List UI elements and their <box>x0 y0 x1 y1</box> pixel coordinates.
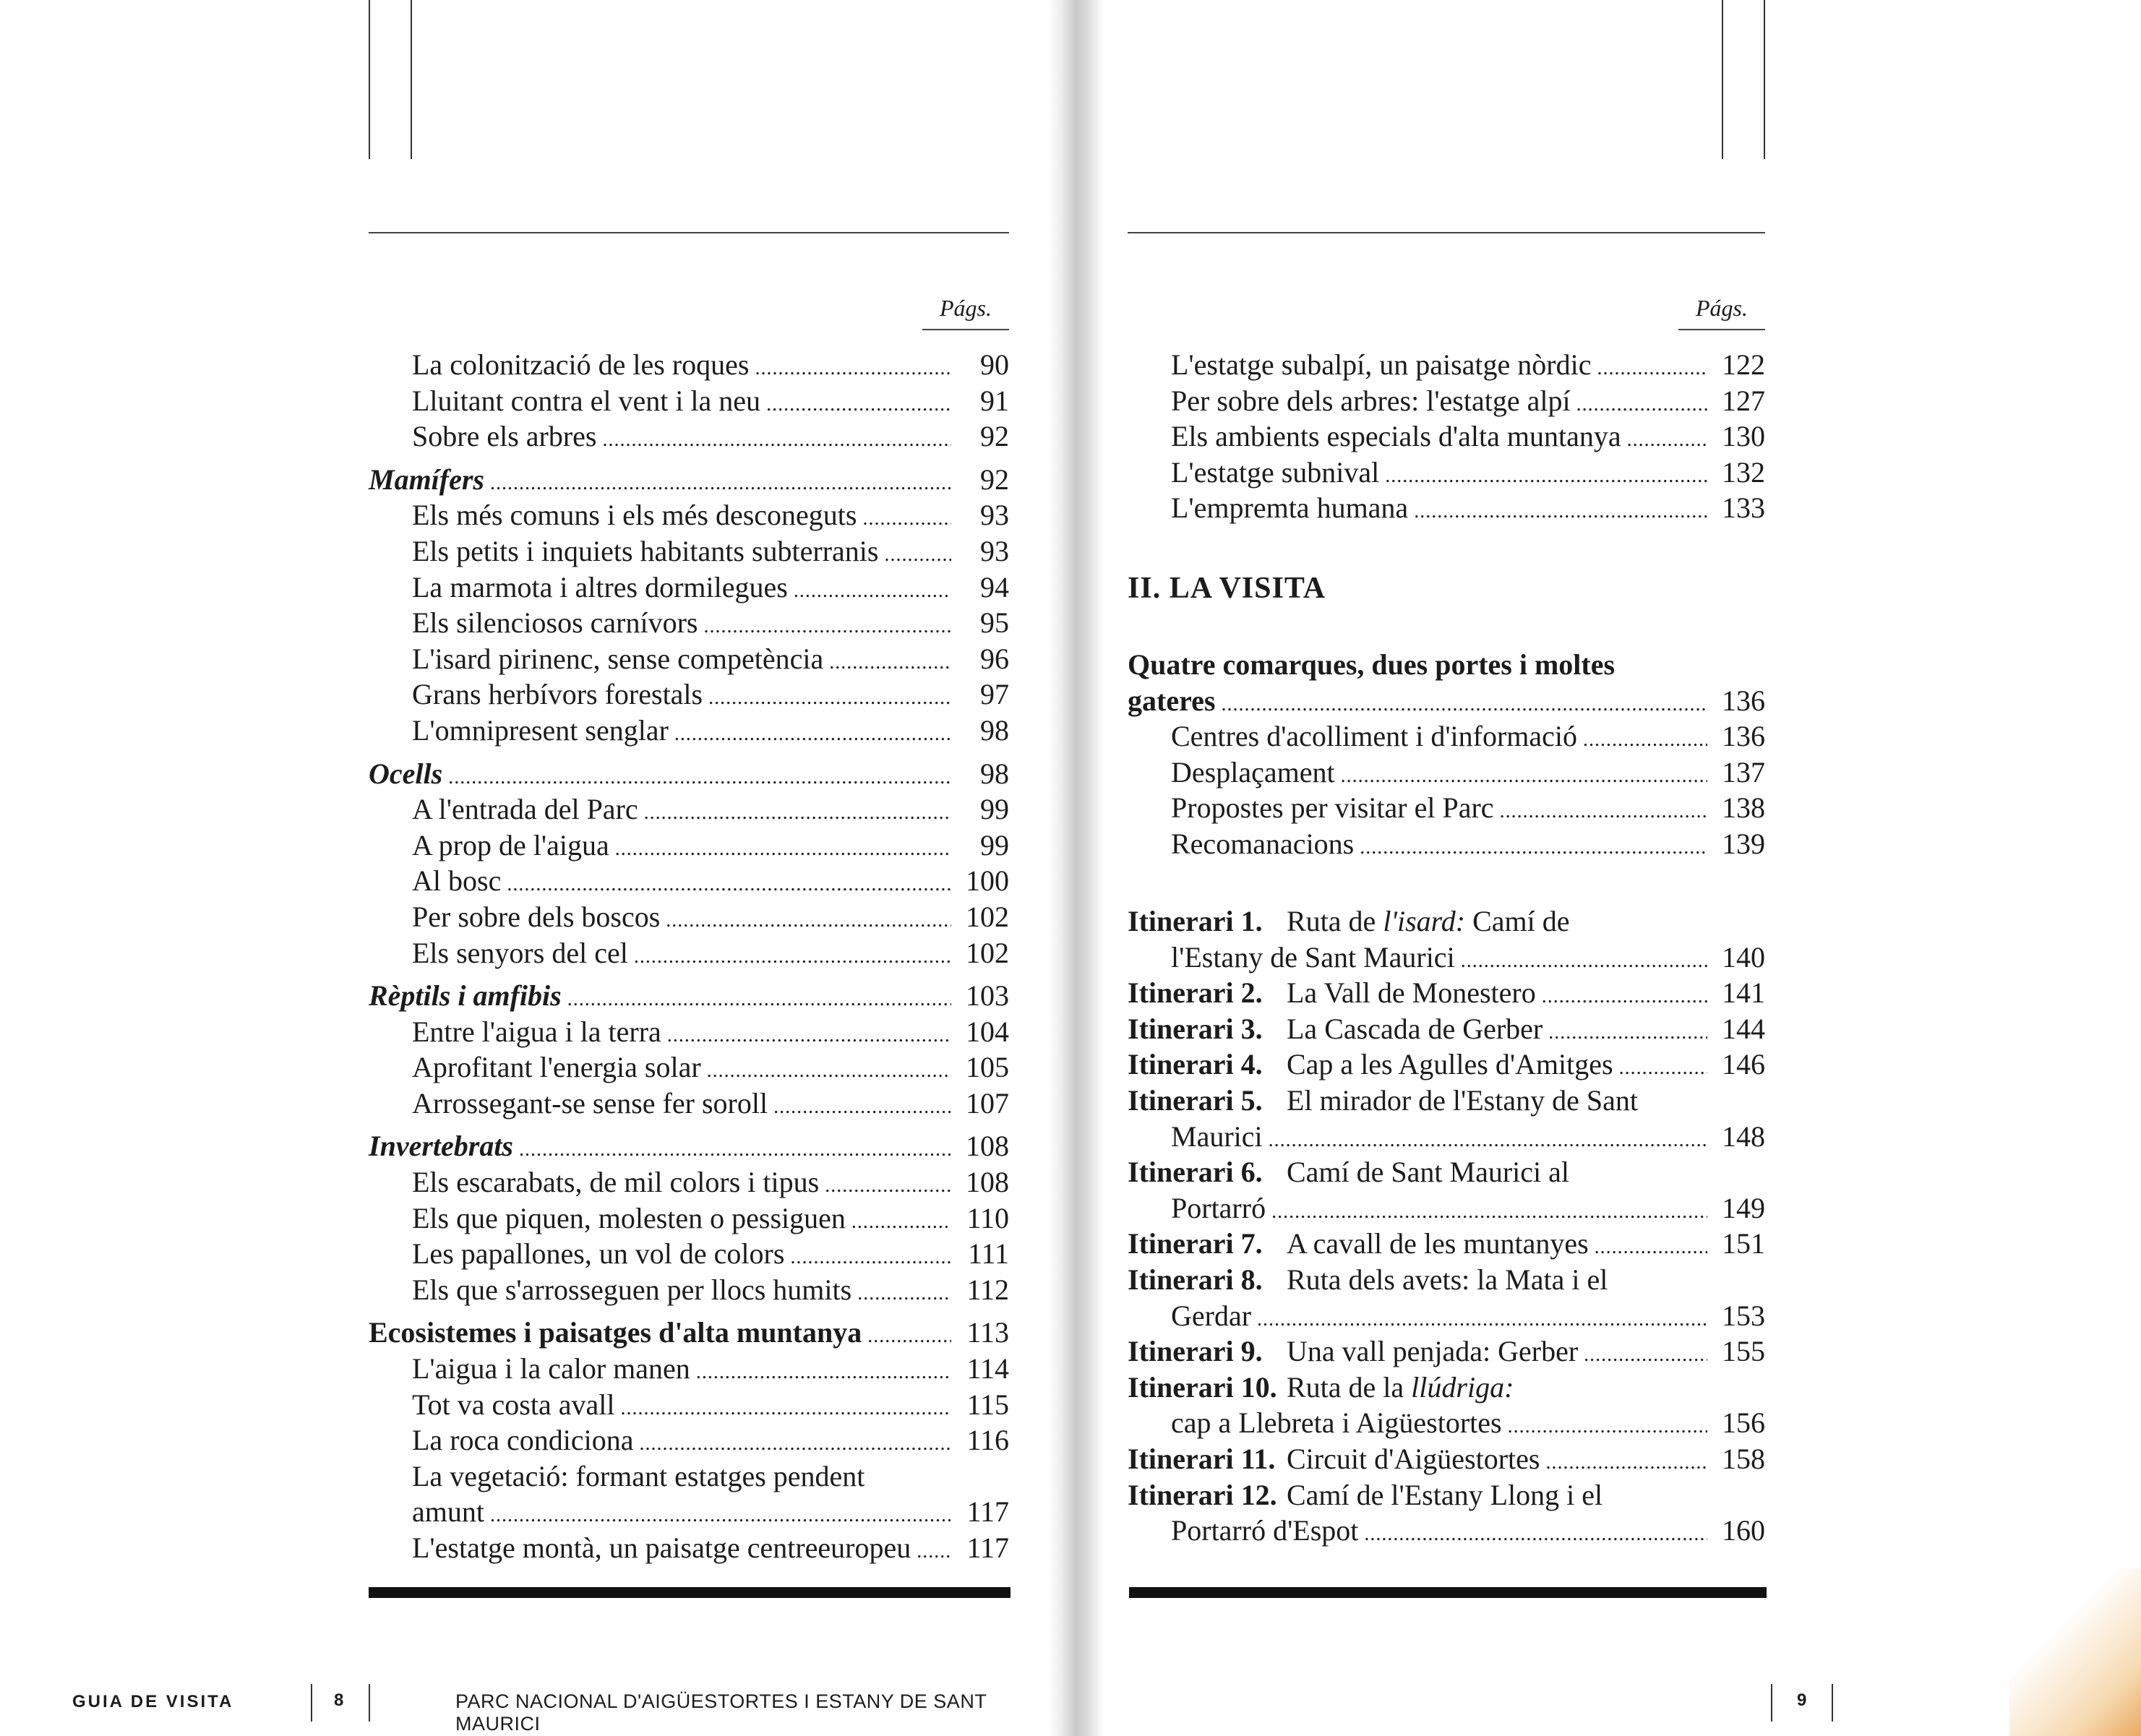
entry-page-number: 99 <box>980 793 1009 826</box>
pags-label: Págs. <box>1696 295 1748 321</box>
entry-title: Els petits i inquiets habitants subterranis <box>412 534 879 567</box>
entry-page-number: 133 <box>1722 491 1765 525</box>
title-italic: llúdriga: <box>1411 1370 1514 1404</box>
entry-title: Grans herbívors forestals <box>412 678 703 711</box>
entry-title: Els ambients especials d'alta muntanya <box>1171 420 1621 453</box>
entry-page-number: 95 <box>980 606 1009 640</box>
entry-title: Desplaçament <box>1171 755 1335 788</box>
entry-page-number: 98 <box>980 713 1009 747</box>
right-toc-list-mid <box>1128 647 1765 862</box>
entry-page-number: 92 <box>980 463 1009 496</box>
itinerary-number: Itinerari 7. <box>1128 1227 1263 1260</box>
toc-entry <box>369 1049 1009 1086</box>
footer-guide-label: GUIA DE VISITA <box>72 1692 234 1711</box>
itinerary-title <box>1287 1083 1638 1119</box>
itinerary-number: Itinerari 2. <box>1128 976 1263 1010</box>
entry-page-number: 102 <box>966 900 1009 933</box>
entry-page-number: 136 <box>1722 720 1765 753</box>
dot-leader <box>867 1315 951 1354</box>
dot-leader <box>708 676 951 716</box>
entry-page-number: 97 <box>980 678 1009 711</box>
toc-entry <box>369 863 1009 899</box>
entry-title: amunt <box>412 1495 484 1529</box>
itinerary-continuation <box>1128 940 1765 976</box>
itinerary-title <box>1287 1011 1543 1047</box>
dot-leader <box>1257 1298 1707 1338</box>
itinerary-title <box>1287 1262 1608 1298</box>
toc-entry <box>369 1086 1009 1122</box>
entry-title: La roca condiciona <box>412 1424 634 1457</box>
itinerary-continuation <box>1128 1119 1765 1155</box>
title-text: La Cascada de Gerber <box>1287 1012 1543 1045</box>
entry-page-number: 117 <box>966 1531 1009 1564</box>
entry-title: Al bosc <box>412 864 502 898</box>
entry-page-number: 158 <box>1722 1442 1765 1475</box>
toc-entry <box>369 1200 1009 1237</box>
entry-page-number: 112 <box>966 1273 1009 1306</box>
entry-page-number: 114 <box>966 1352 1009 1385</box>
toc-entry <box>369 1387 1009 1423</box>
entry-title: Arrossegant-se sense fer soroll <box>412 1086 768 1120</box>
itinerary-title <box>1287 1226 1589 1262</box>
entry-page-number: 100 <box>966 864 1009 898</box>
dot-leader <box>507 863 951 903</box>
entry-page-number: 136 <box>1722 684 1765 717</box>
entry-page-number: 115 <box>966 1388 1009 1421</box>
toc-entry <box>369 383 1009 419</box>
entry-title: Les papallones, un vol de colors <box>412 1237 785 1271</box>
dot-leader <box>490 1494 951 1534</box>
footer-divider <box>1771 1684 1772 1722</box>
itinerary-title <box>1287 1370 1514 1406</box>
dot-leader <box>857 1272 951 1312</box>
top-margin-rule <box>369 0 370 159</box>
entry-title: Entre l'aigua i la terra <box>412 1015 661 1048</box>
toc-entry <box>369 1272 1009 1308</box>
dot-leader <box>490 462 951 502</box>
itinerary-entry <box>1128 1011 1765 1047</box>
title-text: A cavall de les muntanyes <box>1287 1227 1589 1260</box>
entry-page-number: 92 <box>980 420 1009 453</box>
dot-leader <box>1619 1047 1707 1086</box>
dot-leader <box>917 1530 951 1570</box>
entry-page-number: 110 <box>966 1201 1009 1234</box>
entry-title: L'empremta humana <box>1171 491 1409 525</box>
toc-entry <box>1128 826 1765 862</box>
toc-entry <box>369 978 1009 1014</box>
itinerary-title <box>1287 1047 1613 1083</box>
entry-title: L'estatge subalpí, un paisatge nòrdic <box>1171 348 1592 381</box>
entry-title: gateres <box>1128 684 1216 717</box>
toc-entry <box>369 347 1009 383</box>
dot-leader <box>666 899 951 939</box>
itinerary-entry <box>1128 1333 1765 1370</box>
entry-title: Per sobre dels arbres: l'estatge alpí <box>1171 384 1571 417</box>
itinerary-number: Itinerari 3. <box>1128 1012 1263 1045</box>
entry-page-number: 130 <box>1722 420 1765 453</box>
title-text: Ruta de <box>1287 905 1383 937</box>
right-page <box>1063 0 2141 1736</box>
dot-leader <box>1414 490 1707 530</box>
itinerary-entry <box>1128 903 1765 940</box>
toc-entry <box>1128 718 1765 755</box>
toc-entry <box>369 756 1009 792</box>
toc-entry <box>369 570 1009 606</box>
toc-entry <box>1128 383 1765 419</box>
itinerary-number: Itinerari 6. <box>1128 1156 1263 1189</box>
title-text: Camí de l'Estany Llong i el <box>1287 1478 1603 1511</box>
entry-title: A prop de l'aigua <box>412 828 609 861</box>
entry-title: A l'entrada del Parc <box>412 793 638 826</box>
toc-entry <box>1128 683 1765 719</box>
toc-entry <box>369 641 1009 677</box>
entry-title: Ocells <box>369 757 443 790</box>
entry-page-number: 156 <box>1722 1406 1765 1440</box>
dot-leader <box>448 756 951 796</box>
title-text: Cap a les Agulles d'Amitges <box>1287 1048 1613 1081</box>
dot-leader <box>1548 1011 1707 1051</box>
dot-leader <box>790 1236 951 1276</box>
dot-leader <box>567 978 951 1018</box>
dot-leader <box>1597 347 1707 387</box>
entry-title: L'aigua i la calor manen <box>412 1352 690 1385</box>
entry-title: L'estatge subnival <box>1171 455 1380 489</box>
entry-page-number: 146 <box>1722 1048 1765 1081</box>
entry-page-number: 113 <box>966 1316 1009 1349</box>
toc-entry <box>369 1315 1009 1351</box>
toc-entry <box>369 418 1009 455</box>
footer-divider <box>1832 1684 1833 1722</box>
dot-leader <box>674 713 951 752</box>
entry-title: Quatre comarques, dues portes i moltes <box>1128 648 1616 681</box>
itinerary-continuation <box>1128 1513 1765 1549</box>
continuation-text: Portarró <box>1171 1191 1266 1224</box>
continuation-text: Maurici <box>1171 1120 1263 1153</box>
entry-page-number: 140 <box>1722 940 1765 974</box>
pags-label: Págs. <box>940 295 992 321</box>
toc-entry <box>1128 347 1765 383</box>
right-itinerary-list <box>1128 903 1765 1549</box>
entry-title: La colonització de les roques <box>412 348 750 381</box>
toc-entry <box>369 1494 1009 1530</box>
entry-page-number: 117 <box>966 1495 1009 1529</box>
toc-entry <box>369 713 1009 749</box>
entry-page-number: 149 <box>1722 1191 1765 1224</box>
entry-title: Propostes per visitar el Parc <box>1171 791 1494 825</box>
footer-book-title: PARC NACIONAL D'AIGÜESTORTES I ESTANY DE SANT MAURICI <box>455 1690 987 1735</box>
toc-entry <box>369 605 1009 641</box>
header-rule <box>369 232 1009 233</box>
entry-page-number: 91 <box>980 384 1009 417</box>
entry-page-number: 160 <box>1722 1514 1765 1547</box>
entry-title: Els que piquen, molesten o pessiguen <box>412 1201 846 1234</box>
entry-page-number: 104 <box>966 1015 1009 1048</box>
entry-page-number: 141 <box>1722 976 1765 1010</box>
entry-page-number: 103 <box>966 979 1009 1013</box>
toc-entry <box>369 1236 1009 1272</box>
entry-page-number: 138 <box>1722 791 1765 825</box>
entry-title: Per sobre dels boscos <box>412 900 661 933</box>
entry-title: L'isard pirinenc, sense competència <box>412 642 824 675</box>
title-text: Ruta dels avets: la Mata i el <box>1287 1263 1608 1296</box>
dot-leader <box>1500 790 1707 830</box>
dot-leader <box>1584 1333 1707 1373</box>
entry-page-number: 111 <box>967 1237 1009 1271</box>
entry-page-number: 151 <box>1722 1227 1765 1260</box>
dot-leader <box>755 347 951 387</box>
entry-title: Els silenciosos carnívors <box>412 606 698 640</box>
entry-page-number: 105 <box>966 1051 1009 1084</box>
entry-page-number: 148 <box>1722 1120 1765 1153</box>
footer-divider <box>311 1684 312 1722</box>
dot-leader <box>884 533 951 573</box>
itinerary-number: Itinerari 8. <box>1128 1263 1263 1296</box>
pags-underline <box>1678 329 1765 330</box>
dot-leader <box>644 791 951 831</box>
entry-title: Tot va costa avall <box>412 1388 615 1421</box>
continuation-text: Portarró d'Espot <box>1171 1514 1359 1547</box>
toc-entry <box>369 533 1009 570</box>
title-text: La Vall de Monestero <box>1287 976 1536 1010</box>
toc-entry <box>369 462 1009 498</box>
entry-page-number: 108 <box>966 1130 1009 1163</box>
title-italic: l'isard: <box>1383 905 1466 937</box>
toc-entry <box>1128 490 1765 526</box>
itinerary-title <box>1287 903 1569 940</box>
toc-entry <box>369 1422 1009 1458</box>
dot-leader <box>1385 455 1707 494</box>
itinerary-entry <box>1128 1226 1765 1262</box>
dot-leader <box>1627 418 1707 458</box>
entry-page-number: 127 <box>1722 384 1765 417</box>
itinerary-entry <box>1128 1154 1765 1190</box>
toc-entry <box>369 1530 1009 1566</box>
dot-leader <box>640 1422 951 1462</box>
itinerary-entry <box>1128 1047 1765 1083</box>
entry-page-number: 144 <box>1722 1012 1765 1045</box>
itinerary-number: Itinerari 4. <box>1128 1048 1263 1081</box>
itinerary-title <box>1287 1333 1578 1370</box>
dot-leader <box>696 1351 951 1391</box>
top-margin-rule <box>411 0 412 159</box>
toc-entry <box>1128 755 1765 791</box>
dot-leader <box>1221 683 1707 723</box>
title-text: Circuit d'Aigüestortes <box>1287 1442 1540 1475</box>
entry-title: Mamífers <box>369 463 484 496</box>
entry-page-number: 153 <box>1722 1299 1765 1332</box>
toc-entry <box>369 828 1009 864</box>
dot-leader <box>704 605 952 645</box>
itinerary-title <box>1287 1154 1569 1190</box>
entry-page-number: 90 <box>980 348 1009 381</box>
title-text: Ruta de la <box>1287 1370 1412 1404</box>
entry-title: Els més comuns i els més desconeguts <box>412 499 857 532</box>
toc-entry <box>369 935 1009 971</box>
entry-page-number: 99 <box>980 828 1009 861</box>
dot-leader <box>1508 1405 1707 1445</box>
toc-entry <box>369 497 1009 533</box>
continuation-text: cap a Llebreta i Aigüestortes <box>1171 1406 1502 1440</box>
entry-page-number: 98 <box>980 757 1009 790</box>
toc-entry <box>369 1164 1009 1200</box>
dot-leader <box>829 641 951 681</box>
entry-title: Sobre els arbres <box>412 420 597 453</box>
entry-page-number: 102 <box>966 936 1009 969</box>
entry-page-number: 93 <box>980 499 1009 532</box>
dot-leader <box>1341 755 1707 794</box>
dot-leader <box>1576 383 1707 423</box>
itinerary-number: Itinerari 1. <box>1128 905 1263 937</box>
toc-entry <box>369 899 1009 935</box>
dot-leader <box>602 418 951 458</box>
itinerary-number: Itinerari 10. <box>1128 1370 1277 1404</box>
entry-page-number: 132 <box>1722 455 1765 489</box>
itinerary-entry <box>1128 1370 1765 1406</box>
right-toc-list-top <box>1128 347 1765 526</box>
header-rule <box>1128 232 1765 233</box>
dot-leader <box>1269 1119 1707 1159</box>
itinerary-entry <box>1128 1262 1765 1298</box>
entry-title: La marmota i altres dormilegues <box>412 570 788 603</box>
entry-title: Rèptils i amfibis <box>369 979 562 1013</box>
dot-leader <box>1271 1190 1707 1230</box>
itinerary-number: Itinerari 12. <box>1128 1478 1277 1511</box>
footer-page-number-right: 9 <box>1797 1690 1807 1710</box>
itinerary-entry <box>1128 975 1765 1011</box>
entry-page-number: 155 <box>1722 1335 1765 1368</box>
toc-entry <box>1128 790 1765 826</box>
left-toc-list <box>369 347 1009 1566</box>
entry-title: Lluitant contra el vent i la neu <box>412 384 761 417</box>
toc-entry <box>1128 455 1765 491</box>
toc-entry <box>369 1014 1009 1050</box>
entry-title: L'omnipresent senglar <box>412 713 669 747</box>
section-heading: II. LA VISITA <box>1128 572 1326 605</box>
entry-page-number: 93 <box>980 534 1009 567</box>
dot-leader <box>1595 1226 1707 1266</box>
dot-leader <box>862 497 951 537</box>
footer-divider <box>369 1684 370 1722</box>
dot-leader <box>1461 940 1707 979</box>
entry-page-number: 137 <box>1722 755 1765 788</box>
footer-page-number-left: 8 <box>334 1690 344 1710</box>
continuation-text: l'Estany de Sant Maurici <box>1171 940 1455 974</box>
itinerary-title <box>1287 1477 1602 1513</box>
entry-page-number: 116 <box>966 1424 1009 1457</box>
dot-leader <box>825 1164 951 1204</box>
bottom-thick-rule <box>369 1587 1011 1598</box>
title-text: Camí de <box>1465 905 1570 937</box>
top-margin-rule <box>1764 0 1765 159</box>
dot-leader <box>773 1086 951 1125</box>
toc-entry <box>369 1458 1009 1495</box>
entry-page-number: 139 <box>1722 827 1765 860</box>
entry-title: La vegetació: formant estatges pendent <box>412 1459 865 1492</box>
itinerary-number: Itinerari 11. <box>1128 1442 1276 1475</box>
entry-title: L'estatge montà, un paisatge centreeuropeu <box>412 1531 911 1564</box>
dot-leader <box>1546 1441 1708 1481</box>
itinerary-title <box>1287 1441 1540 1477</box>
title-text: El mirador de l'Estany de Sant <box>1287 1083 1638 1117</box>
left-page <box>0 0 1063 1736</box>
entry-page-number: 122 <box>1722 348 1765 381</box>
dot-leader <box>615 828 951 867</box>
itinerary-number: Itinerari 9. <box>1128 1335 1263 1368</box>
dot-leader <box>634 935 951 975</box>
entry-title: Ecosistemes i paisatges d'alta muntanya <box>369 1316 862 1349</box>
dot-leader <box>766 383 951 423</box>
dot-leader <box>667 1014 951 1054</box>
dot-leader <box>1583 718 1707 758</box>
continuation-text: Gerdar <box>1171 1299 1252 1332</box>
entry-page-number: 96 <box>980 642 1009 675</box>
dot-leader <box>1364 1513 1707 1552</box>
dot-leader <box>1360 826 1707 866</box>
itinerary-continuation <box>1128 1298 1765 1334</box>
dot-leader <box>851 1200 951 1240</box>
toc-entry <box>369 791 1009 828</box>
toc-entry <box>369 676 1009 713</box>
top-margin-rule <box>1722 0 1723 159</box>
dot-leader <box>620 1387 951 1427</box>
entry-title: Invertebrats <box>369 1130 513 1163</box>
entry-title: Centres d'acolliment i d'informació <box>1171 720 1578 753</box>
dot-leader <box>1542 975 1707 1015</box>
itinerary-number: Itinerari 5. <box>1128 1083 1263 1117</box>
toc-entry <box>369 1351 1009 1387</box>
itinerary-continuation <box>1128 1405 1765 1441</box>
entry-page-number: 108 <box>966 1166 1009 1199</box>
toc-entry <box>1128 418 1765 455</box>
toc-entry <box>369 1128 1009 1164</box>
title-text: Una vall penjada: Gerber <box>1287 1335 1579 1368</box>
itinerary-entry <box>1128 1083 1765 1119</box>
entry-title: Els senyors del cel <box>412 936 628 969</box>
entry-title: Aprofitant l'energia solar <box>412 1051 701 1084</box>
itinerary-entry <box>1128 1441 1765 1477</box>
toc-entry <box>1128 647 1765 683</box>
dot-leader <box>519 1128 951 1168</box>
title-text: Camí de Sant Maurici al <box>1287 1156 1570 1189</box>
dot-leader <box>707 1049 951 1089</box>
bottom-thick-rule <box>1129 1587 1767 1598</box>
entry-title: Recomanacions <box>1171 827 1355 860</box>
dot-leader <box>794 570 951 609</box>
pags-underline <box>922 329 1009 330</box>
entry-title: Els escarabats, de mil colors i tipus <box>412 1166 820 1199</box>
entry-title: Els que s'arrosseguen per llocs humits <box>412 1273 852 1306</box>
entry-page-number: 94 <box>980 570 1009 603</box>
itinerary-continuation <box>1128 1190 1765 1226</box>
itinerary-title <box>1287 975 1536 1011</box>
entry-page-number: 107 <box>966 1086 1009 1120</box>
itinerary-entry <box>1128 1477 1765 1513</box>
